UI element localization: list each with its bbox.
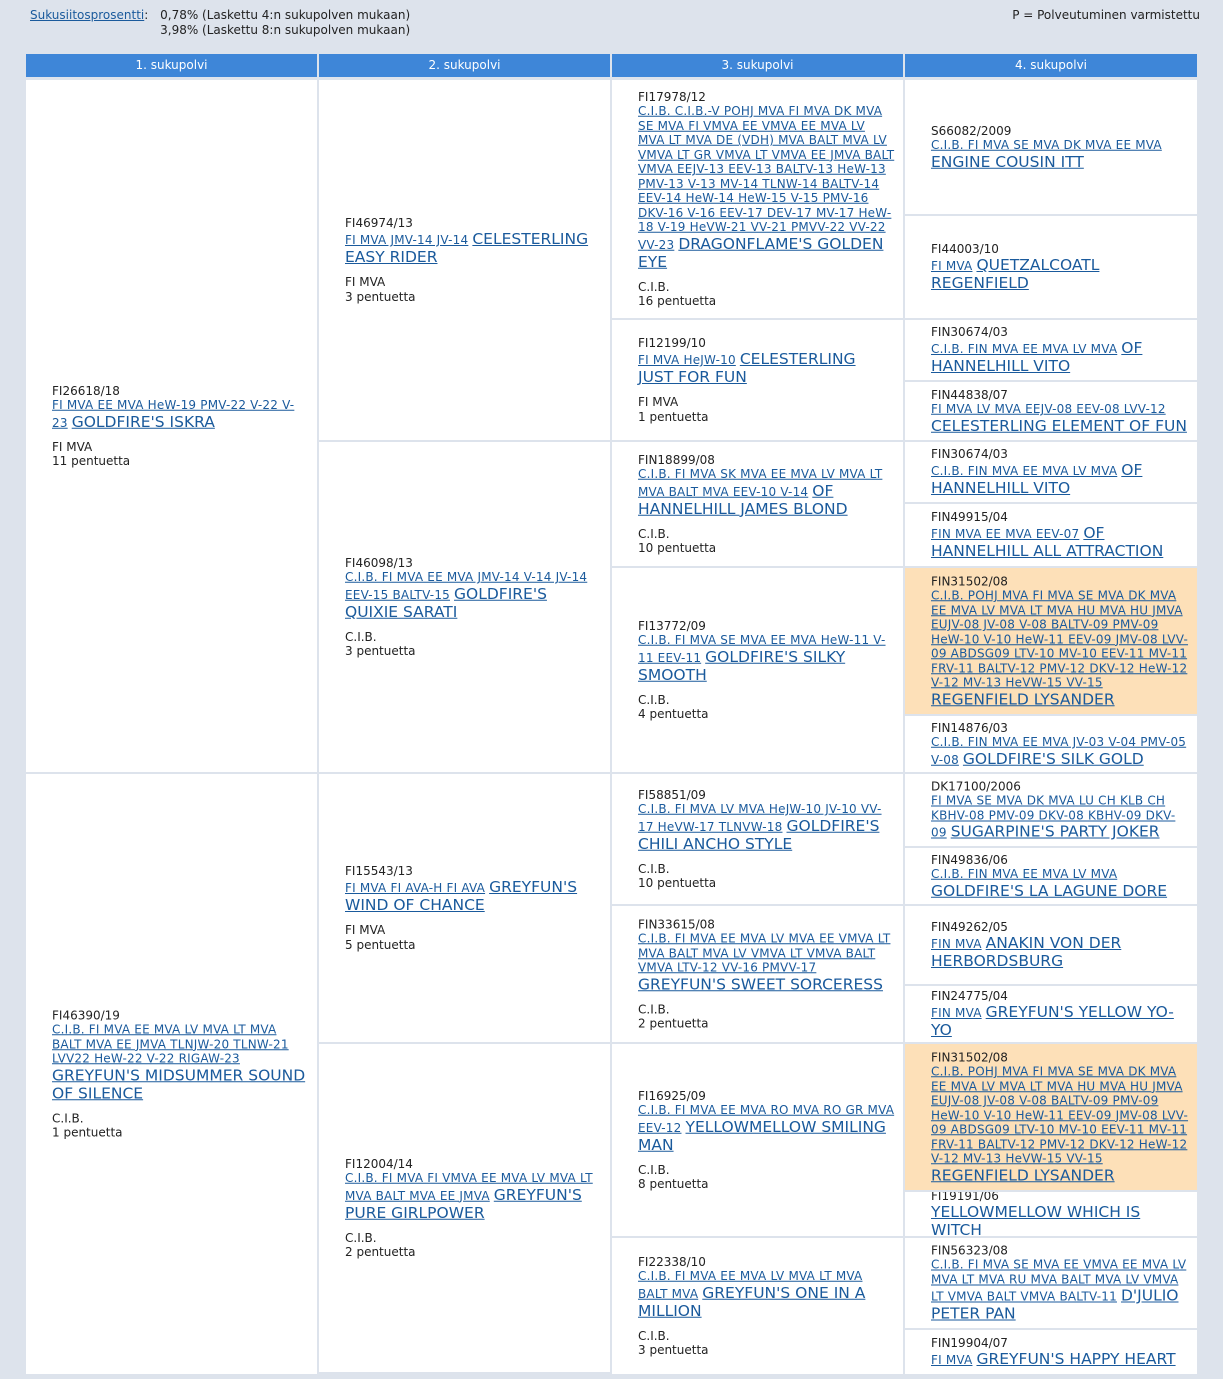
header-generation-2: 2. sukupolvi [319,54,610,77]
litter-count: 3 pentuetta [638,1342,709,1357]
dog-name-link[interactable]: SUGARPINE'S PARTY JOKER [950,822,1160,841]
dog-titles-and-name [931,138,1189,171]
header-generation-3: 3. sukupolvi [612,54,903,77]
dog-titles-link[interactable]: C.I.B. FI MVA SE MVA EE VMVA EE MVA LV MVA LT MVA RU MVA BALT MVA LV VMVA LT VMVA BALT VMVA BALTV-11 [931,1257,1187,1304]
dog-best-title: C.I.B. [638,692,670,707]
registration-number: FIN33615/08 [638,917,715,932]
litter-count: 2 pentuetta [345,1244,416,1259]
registration-number: FIN44838/07 [931,387,1008,402]
pedigree-cell-g3-6 [612,1044,903,1236]
pedigree-cell-g4-12 [905,1044,1197,1190]
dog-summary [638,526,895,555]
dog-entry [905,574,1197,708]
dog-name-link[interactable]: GREYFUN'S WIND OF CHANCE [345,878,578,914]
registration-number: FI58851/09 [638,787,706,802]
dog-titles-link[interactable]: C.I.B. POHJ MVA FI MVA SE MVA DK MVA EE MVA LV MVA LT MVA HU MVA HU JMVA EUJV-08 JV-08 V-08 BALTV-09 PMV-09 HeW-10 V-10 HeW-11 EEV-09 JMV-08 LVV-09 ABDSG09 LTV-10 MV-10 EEV-11 MV-11 FRV-11 BALTV-12 PMV-12 DKV-12 HeW-12 V-12 MV-13 HeVW-15 VV-15 [931,1064,1189,1166]
dog-name-link[interactable]: GREYFUN'S YELLOW YO-YO [931,1003,1174,1039]
dog-entry [612,1255,903,1358]
dog-titles-link[interactable]: FIN MVA [931,1006,982,1020]
dog-name-link[interactable]: GREYFUN'S SWEET SORCERESS [638,974,883,993]
dog-name-link[interactable]: CELESTERLING JUST FOR FUN [638,350,856,386]
pedigree-cell-g4-1 [905,216,1197,318]
dog-best-title: C.I.B. [638,861,670,876]
litter-count: 8 pentuetta [638,1176,709,1191]
dog-titles-link[interactable]: C.I.B. FI MVA SE MVA EE MVA HeW-11 V-11 EEV-11 [638,632,886,665]
dog-titles-link[interactable]: FI MVA JMV-14 JV-14 [345,233,469,247]
dog-titles-link[interactable]: C.I.B. FI MVA EE MVA LV MVA LT MVA BALT MVA [638,1268,863,1301]
dog-name-link[interactable]: D'JULIO PETER PAN [931,1286,1179,1323]
registration-number: FIN31502/08 [931,574,1008,589]
pedigree-cell-g1-1 [26,774,317,1374]
pedigree-cell-g4-5 [905,504,1197,566]
dog-titles-and-name [931,256,1189,292]
pedigree-cell-g4-4 [905,442,1197,502]
dog-titles-and-name [931,934,1189,970]
dog-titles-and-name [931,524,1189,560]
dog-titles-link[interactable]: FIN MVA [931,937,982,951]
dog-entry [905,388,1197,435]
dog-summary [345,1230,600,1259]
pedigree-cell-g3-3 [612,568,903,772]
pedigree-cell-g2-2 [319,774,610,1042]
litter-count: 10 pentuetta [638,540,717,555]
dog-entry [319,1157,610,1260]
pedigree-cell-g4-3 [905,382,1197,440]
dog-best-title: C.I.B. [638,1162,670,1177]
litter-count: 10 pentuetta [638,875,717,890]
pedigree-cell-g3-0 [612,80,903,318]
pedigree-cell-g4-2 [905,320,1197,380]
registration-number: FIN19904/07 [931,1336,1008,1350]
dog-summary [52,1111,307,1140]
dog-entry [612,453,903,556]
dog-summary [638,861,895,890]
pedigree-cell-g4-10 [905,906,1197,984]
dog-name-link[interactable]: GOLDFIRE'S SILKY SMOOTH [638,647,846,684]
dog-titles-and-name [931,588,1189,708]
pedigree-cell-g4-13 [905,1192,1197,1236]
dog-name-link[interactable]: QUETZALCOATL REGENFIELD [931,256,1100,292]
dog-best-title: C.I.B. [638,1001,670,1016]
registration-number: FI46098/13 [345,555,413,570]
pedigree-cell-g2-3 [319,1044,610,1372]
registration-number: S66082/2009 [931,123,1012,138]
dog-summary [345,923,600,952]
dog-titles-link[interactable]: C.I.B. FI MVA FI VMVA EE MVA LV MVA LT MVA BALT MVA EE JMVA [345,1170,593,1203]
header-generation-4: 4. sukupolvi [905,54,1197,77]
pedigree-cell-g3-1 [612,320,903,440]
dog-best-title: C.I.B. [345,629,377,644]
registration-number: FIN30674/03 [931,325,1008,339]
dog-entry [905,510,1197,560]
dog-entry [905,242,1197,292]
registration-number: FI16925/09 [638,1088,706,1103]
verification-legend: P = Polveutuminen varmistettu [1012,8,1200,22]
dog-entry [612,336,903,424]
pedigree-cell-g1-0 [26,80,317,772]
dog-entry [319,216,610,304]
registration-number: FIN49915/04 [931,510,1008,524]
dog-entry [905,721,1197,768]
dog-titles-link[interactable]: FIN MVA EE MVA EEV-07 [931,527,1080,541]
pedigree-cell-g3-4 [612,774,903,904]
dog-titles-link[interactable]: FI MVA EE MVA HeW-19 PMV-22 V-22 V-23 [52,397,295,430]
dog-entry [905,1336,1197,1368]
dog-titles-and-name [638,931,895,993]
dog-titles-and-name [638,467,895,518]
pedigree-cell-g3-5 [612,906,903,1042]
dog-titles-link[interactable]: C.I.B. FI MVA EE MVA LV MVA LT MVA BALT MVA EE JMVA TLNJW-20 TLNW-21 LVV22 HeW-22 V-22 RIGAW-23 [52,1022,289,1066]
dog-entry [905,853,1197,900]
dog-entry [905,447,1197,497]
registration-number: FI26618/18 [52,383,120,398]
pedigree-cell-g4-0 [905,80,1197,214]
dog-entry [905,780,1197,841]
inbreeding-4gen: 0,78% (Laskettu 4:n sukupolven mukaan) [160,8,411,22]
dog-entry [319,556,610,659]
dog-entry [612,619,903,722]
dog-entry [26,384,317,469]
dog-summary [52,439,307,468]
dog-name-link[interactable]: ANAKIN VON DER HERBORDSBURG [931,934,1122,970]
dog-entry [905,124,1197,171]
dog-name-link[interactable]: GREYFUN'S HAPPY HEART [976,1350,1176,1368]
dog-name-link[interactable]: CELESTERLING ELEMENT OF FUN [931,416,1187,435]
dog-titles-and-name [931,867,1189,900]
dog-name-link[interactable]: CELESTERLING EASY RIDER [345,230,589,266]
dog-titles-and-name [638,1269,895,1320]
dog-entry [612,788,903,891]
dog-entry [612,1089,903,1192]
registration-number: FIN30674/03 [931,447,1008,461]
inbreeding-colon: : [144,8,149,22]
dog-titles-link[interactable]: FI MVA HeJW-10 [638,353,736,367]
litter-count: 4 pentuetta [638,706,709,721]
dog-name-link[interactable]: YELLOWMELLOW WHICH IS WITCH [931,1203,1141,1236]
dog-titles-and-name [345,1171,600,1222]
dog-best-title: C.I.B. [638,1328,670,1343]
dog-name-link[interactable]: GOLDFIRE'S LA LAGUNE DORE [931,881,1168,900]
dog-titles-link[interactable]: C.I.B. FIN MVA EE MVA JV-03 V-04 PMV-05 V-08 [931,734,1187,767]
dog-titles-and-name [931,1064,1189,1184]
pedigree-cell-g3-2 [612,442,903,566]
dog-titles-link[interactable]: FI MVA SE MVA DK MVA LU CH KLB CH KBHV-08 PMV-09 DKV-08 KBHV-09 DKV-09 [931,793,1176,840]
dog-summary [638,1162,895,1191]
dog-name-link[interactable]: OF HANNELHILL JAMES BLOND [638,481,848,518]
registration-number: FIN24775/04 [931,989,1008,1003]
dog-entry [905,325,1197,375]
dog-titles-and-name [931,1350,1189,1368]
dog-name-link[interactable]: OF HANNELHILL VITO [931,339,1143,375]
registration-number: FI46974/13 [345,216,413,230]
dog-name-link[interactable]: OF HANNELHILL ALL ATTRACTION [931,524,1164,560]
dog-name-link[interactable]: GREYFUN'S MIDSUMMER SOUND OF SILENCE [52,1065,306,1102]
dog-titles-link[interactable]: C.I.B. C.I.B.-V POHJ MVA FI MVA DK MVA SE MVA FI VMVA EE VMVA EE MVA LV MVA LT MVA DE (VDH) MVA BALT MVA LV VMVA LT GR VMVA LT VMVA EE JMVA BALT VMVA EEJV-13 EEV-13 BALTV-13 HeW-13 PMV-13 V-13 MV-14 TLNW-14 BALTV-14 EEV-14 HeW-14 HeW-15 V-15 PMV-16 DKV-16 V-16 EEV-17 DEV-17 MV-17 HeW-18 V-19 HeVW-21 VV-21 PMVV-22 VV-22 VV-23 [638,103,895,252]
dog-titles-and-name [931,794,1189,841]
inbreeding-link[interactable]: Sukusiitosprosentti [30,8,145,22]
dog-name-link[interactable]: GOLDFIRE'S SILK GOLD [962,749,1144,768]
dog-best-title: C.I.B. [345,1230,377,1245]
dog-entry [612,90,903,309]
registration-number: FI44003/10 [931,242,999,256]
registration-number: FI46390/19 [52,1008,120,1023]
dog-name-link[interactable]: OF HANNELHILL VITO [931,461,1143,497]
dog-summary [638,395,895,424]
dog-titles-link[interactable]: C.I.B. FIN MVA EE MVA LV MVA [931,342,1118,356]
registration-number: FI19191/06 [931,1192,999,1203]
top-bar [30,8,1200,40]
dog-titles-and-name [931,402,1189,435]
litter-count: 5 pentuetta [345,937,416,952]
dog-titles-link[interactable]: C.I.B. FI MVA EE MVA RO MVA RO GR MVA EEV-12 [638,1102,895,1135]
dog-entry [612,917,903,1031]
dog-summary [638,1002,895,1031]
dog-name-link[interactable]: ENGINE COUSIN ITT [931,152,1084,171]
dog-best-title: C.I.B. [638,279,670,294]
registration-number: FIN31502/08 [931,1050,1008,1065]
pedigree-cell-g3-7 [612,1238,903,1374]
litter-count: 1 pentuetta [52,1125,123,1140]
registration-number: FI12199/10 [638,336,706,350]
dog-best-title: C.I.B. [638,526,670,541]
dog-entry [905,1050,1197,1184]
dog-name-link[interactable]: REGENFIELD LYSANDER [931,689,1115,708]
dog-best-title: C.I.B. [52,1110,84,1125]
dog-titles-and-name [931,339,1189,375]
pedigree-cell-g4-15 [905,1330,1197,1374]
dog-titles-and-name [638,633,895,684]
dog-name-link[interactable]: REGENFIELD LYSANDER [931,1165,1115,1184]
litter-count: 16 pentuetta [638,293,717,308]
dog-entry [905,1244,1197,1323]
dog-titles-link[interactable]: FI MVA LV MVA EEJV-08 EEV-08 LVV-12 [931,401,1166,416]
dog-summary [638,692,895,721]
dog-titles-and-name [931,735,1189,768]
pedigree-cell-g4-9 [905,848,1197,904]
registration-number: FIN49836/06 [931,852,1008,867]
litter-count: 11 pentuetta [52,453,131,468]
dog-titles-link[interactable]: FI MVA [931,1353,973,1367]
dog-entry [905,989,1197,1039]
dog-best-title: FI MVA [638,395,679,409]
pedigree-table [26,54,1197,1374]
registration-number: FI13772/09 [638,618,706,633]
dog-summary [345,629,600,658]
dog-titles-and-name [638,350,895,386]
dog-titles-and-name [638,104,895,271]
dog-titles-and-name [52,398,307,431]
dog-summary [638,279,895,308]
dog-titles-and-name [345,230,600,266]
dog-titles-and-name [345,878,600,914]
pedigree-cell-g4-14 [905,1238,1197,1328]
dog-name-link[interactable]: GOLDFIRE'S QUIXIE SARATI [345,584,547,621]
dog-titles-link[interactable]: FI MVA FI AVA-H FI AVA [345,881,486,895]
dog-entry [905,1192,1197,1236]
registration-number: FI12004/14 [345,1156,413,1171]
dog-name-link[interactable]: GREYFUN'S ONE IN A MILLION [638,1283,866,1320]
dog-titles-and-name [931,1258,1189,1323]
registration-number: FI22338/10 [638,1254,706,1269]
dog-entry [905,920,1197,970]
dog-titles-and-name [931,1203,1189,1236]
registration-number: FI15543/13 [345,864,413,878]
dog-titles-and-name [638,1103,895,1154]
dog-summary [345,275,600,304]
dog-titles-and-name [52,1022,307,1102]
litter-count: 2 pentuetta [638,1016,709,1031]
dog-titles-link[interactable]: C.I.B. POHJ MVA FI MVA SE MVA DK MVA EE MVA LV MVA LT MVA HU MVA HU JMVA EUJV-08 JV-08 V-08 BALTV-09 PMV-09 HeW-10 V-10 HeW-11 EEV-09 JMV-08 LVV-09 ABDSG09 LTV-10 MV-10 EEV-11 MV-11 FRV-11 BALTV-12 PMV-12 DKV-12 HeW-12 V-12 MV-13 HeVW-15 VV-15 [931,588,1189,690]
dog-entry [319,864,610,952]
pedigree-cell-g4-6 [905,568,1197,714]
dog-titles-and-name [638,802,895,853]
dog-titles-link[interactable]: C.I.B. FIN MVA EE MVA LV MVA [931,866,1118,881]
dog-name-link[interactable]: YELLOWMELLOW SMILING MAN [638,1117,886,1154]
pedigree-cell-g4-8 [905,774,1197,846]
pedigree-cell-g2-0 [319,80,610,440]
dog-name-link[interactable]: GOLDFIRE'S CHILI ANCHO STYLE [638,816,880,853]
registration-number: DK17100/2006 [931,779,1021,794]
litter-count: 1 pentuetta [638,409,709,424]
registration-number: FIN56323/08 [931,1243,1008,1258]
dog-best-title: FI MVA [345,923,386,937]
dog-summary [638,1328,895,1357]
litter-count: 3 pentuetta [345,289,416,304]
dog-name-link[interactable]: GREYFUN'S PURE GIRLPOWER [345,1185,582,1222]
inbreeding-8gen: 3,98% (Laskettu 8:n sukupolven mukaan) [160,23,411,37]
pedigree-cell-g4-7 [905,716,1197,772]
dog-titles-and-name [931,461,1189,497]
dog-best-title: FI MVA [52,439,93,454]
pedigree-cell-g4-11 [905,986,1197,1042]
dog-name-link[interactable]: GOLDFIRE'S ISKRA [71,412,215,431]
dog-titles-link[interactable]: C.I.B. FI MVA LV MVA HeJW-10 JV-10 VV-17 HeVW-17 TLNVW-18 [638,801,882,834]
registration-number: FIN14876/03 [931,720,1008,735]
litter-count: 3 pentuetta [345,643,416,658]
dog-entry [26,1008,317,1140]
dog-titles-link[interactable]: FI MVA [931,259,973,273]
dog-titles-and-name [931,1003,1189,1039]
registration-number: FIN18899/08 [638,452,715,467]
header-generation-1: 1. sukupolvi [26,54,317,77]
dog-titles-link[interactable]: C.I.B. FI MVA EE MVA JMV-14 V-14 JV-14 EEV-15 BALTV-15 [345,569,588,602]
dog-titles-link[interactable]: C.I.B. FI MVA SK MVA EE MVA LV MVA LT MVA BALT MVA EEV-10 V-14 [638,466,883,499]
dog-name-link[interactable]: DRAGONFLAME'S GOLDEN EYE [638,234,884,271]
registration-number: FIN49262/05 [931,920,1008,934]
dog-titles-link[interactable]: C.I.B. FI MVA EE MVA LV MVA EE VMVA LT MVA BALT MVA LV VMVA LT VMVA BALT VMVA LTV-12 VV-16 PMVV-17 [638,931,891,975]
dog-best-title: FI MVA [345,275,386,289]
registration-number: FI17978/12 [638,89,706,104]
inbreeding-info [30,8,410,38]
dog-titles-link[interactable]: C.I.B. FI MVA SE MVA DK MVA EE MVA [931,137,1162,152]
dog-titles-link[interactable]: C.I.B. FIN MVA EE MVA LV MVA [931,464,1118,478]
pedigree-cell-g2-1 [319,442,610,772]
dog-titles-and-name [345,570,600,621]
